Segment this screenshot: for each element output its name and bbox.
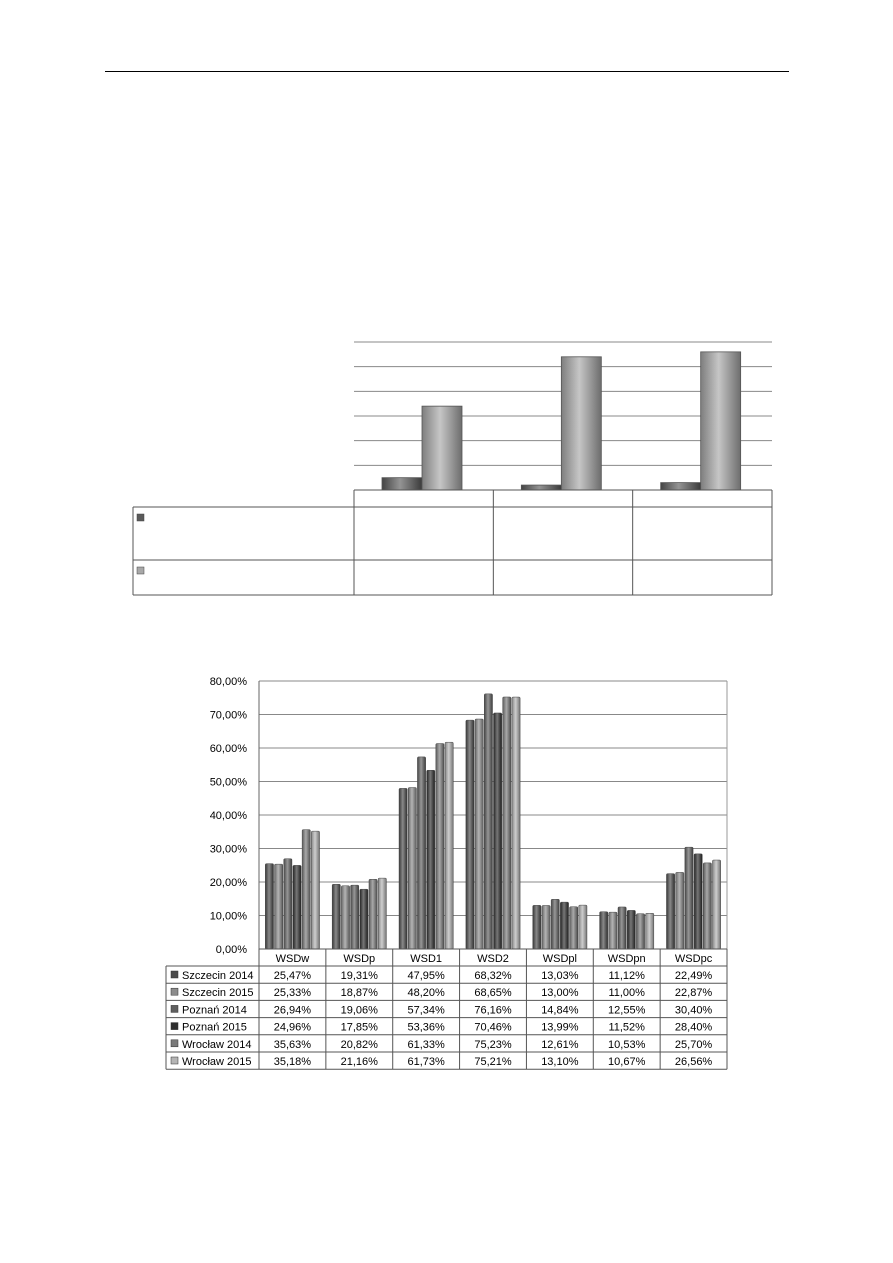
data-label: 20,82% (340, 1038, 378, 1051)
y-tick-label: 20,00% (209, 877, 247, 889)
bar (512, 697, 520, 949)
bar (484, 694, 492, 949)
data-label: 47,95% (407, 970, 445, 982)
legend-swatch (137, 567, 144, 574)
y-tick-label: 0,00% (215, 944, 247, 956)
bar (351, 885, 359, 949)
data-label: 57,34% (407, 1004, 445, 1017)
data-label: 48,20% (407, 987, 445, 1000)
bar (475, 719, 483, 949)
legend-series-name: Poznań 2014 (182, 1004, 247, 1017)
bar (685, 847, 693, 949)
data-label: 10,67% (608, 1056, 646, 1068)
data-label: 19,31% (340, 970, 378, 982)
data-label: 53,36% (407, 1021, 445, 1034)
data-label: 25,70% (674, 1038, 713, 1051)
bar (494, 713, 502, 949)
data-label: 25,47% (273, 970, 312, 982)
legend-series-name: Wrocław 2014 (182, 1038, 252, 1051)
legend-swatch (171, 971, 178, 978)
data-label: 19,06% (340, 1004, 378, 1017)
y-tick-label: 80,00% (209, 676, 247, 688)
bar (661, 483, 701, 490)
data-label: 28,40% (674, 1021, 713, 1034)
y-tick-label: 60,00% (209, 743, 247, 755)
legend-series-name: Szczecin 2014 (182, 970, 254, 982)
bar (646, 913, 654, 949)
x-category-label: WSDpl (542, 953, 577, 965)
data-label: 61,73% (407, 1056, 445, 1068)
data-label: 24,96% (273, 1021, 312, 1034)
data-label: 11,00% (608, 987, 645, 1000)
chart-top (120, 330, 780, 605)
legend-swatch (171, 1005, 178, 1012)
bar (701, 352, 741, 490)
x-category-label: WSDw (275, 953, 310, 965)
bar (293, 865, 301, 949)
bar (284, 859, 292, 949)
data-label: 76,16% (474, 1004, 512, 1017)
page-header-rule (105, 71, 789, 72)
y-tick-label: 30,00% (209, 843, 247, 856)
bar (570, 907, 578, 949)
data-label: 25,33% (273, 987, 312, 1000)
data-label: 17,85% (340, 1021, 378, 1034)
data-label: 14,84% (541, 1004, 579, 1017)
bar (399, 788, 407, 949)
data-label: 70,46% (474, 1021, 512, 1034)
bar (417, 757, 425, 949)
bar (341, 886, 349, 949)
bar (521, 485, 561, 490)
bar (551, 899, 559, 949)
data-label: 68,32% (474, 970, 512, 982)
bar (302, 830, 310, 949)
x-category-label: WSDpn (607, 953, 646, 965)
bar (579, 905, 587, 949)
bar (636, 914, 644, 949)
legend-series-name: Wrocław 2015 (182, 1056, 252, 1068)
bar (703, 863, 711, 949)
data-label: 22,87% (674, 987, 713, 1000)
bar (503, 697, 511, 949)
data-label: 12,55% (608, 1004, 646, 1017)
data-label: 61,33% (407, 1038, 445, 1051)
bar (427, 770, 435, 949)
legend-swatch (171, 988, 178, 995)
bar (666, 874, 674, 949)
bar (466, 720, 474, 949)
bar (560, 902, 568, 949)
data-label: 11,52% (608, 1021, 645, 1034)
data-label: 26,94% (273, 1004, 312, 1017)
legend-series-name: Poznań 2015 (182, 1021, 247, 1034)
chart-wsd-comparison (160, 665, 735, 1080)
data-label: 35,63% (273, 1038, 312, 1051)
bar (311, 831, 319, 949)
data-label: 68,65% (474, 987, 512, 1000)
bar (676, 872, 684, 949)
bar (618, 907, 626, 949)
data-label: 18,87% (340, 987, 378, 1000)
bar (275, 864, 283, 949)
bar (436, 744, 444, 949)
bar (600, 912, 608, 949)
legend-swatch (137, 514, 144, 521)
data-label: 11,12% (608, 970, 645, 982)
y-tick-label: 50,00% (209, 776, 247, 789)
bar (694, 854, 702, 949)
bar (627, 910, 635, 949)
bar (422, 406, 462, 490)
data-label: 10,53% (608, 1038, 646, 1051)
y-tick-label: 40,00% (209, 810, 247, 822)
data-label: 75,21% (474, 1056, 512, 1068)
bar (533, 905, 541, 949)
bar (265, 864, 273, 949)
bar (445, 742, 453, 949)
data-label: 13,00% (541, 987, 579, 1000)
x-category-label: WSDpc (674, 953, 713, 965)
data-label: 75,23% (474, 1038, 512, 1051)
legend-series-name: Szczecin 2015 (182, 987, 254, 1000)
y-tick-label: 10,00% (209, 910, 247, 923)
bar (408, 788, 416, 949)
legend-swatch (171, 1023, 178, 1030)
data-label: 21,16% (340, 1056, 378, 1068)
legend-swatch (171, 1057, 178, 1064)
bar (382, 478, 422, 490)
x-category-label: WSD2 (477, 953, 509, 965)
x-category-label: WSD1 (410, 953, 443, 965)
bar (712, 860, 720, 949)
bar (369, 879, 377, 949)
data-label: 12,61% (541, 1038, 579, 1051)
data-label: 35,18% (273, 1056, 312, 1068)
bar (609, 912, 617, 949)
data-label: 13,10% (541, 1056, 579, 1068)
bar (332, 884, 340, 949)
x-category-label: WSDp (343, 953, 376, 965)
bar (542, 905, 550, 949)
data-label: 26,56% (674, 1056, 713, 1068)
bar (378, 878, 386, 949)
legend-swatch (171, 1040, 178, 1047)
y-tick-label: 70,00% (209, 709, 247, 722)
data-label: 30,40% (674, 1004, 713, 1017)
bar (561, 357, 601, 490)
data-label: 22,49% (674, 970, 713, 982)
data-label: 13,99% (541, 1021, 579, 1034)
data-label: 13,03% (541, 970, 579, 982)
bar (360, 889, 368, 949)
